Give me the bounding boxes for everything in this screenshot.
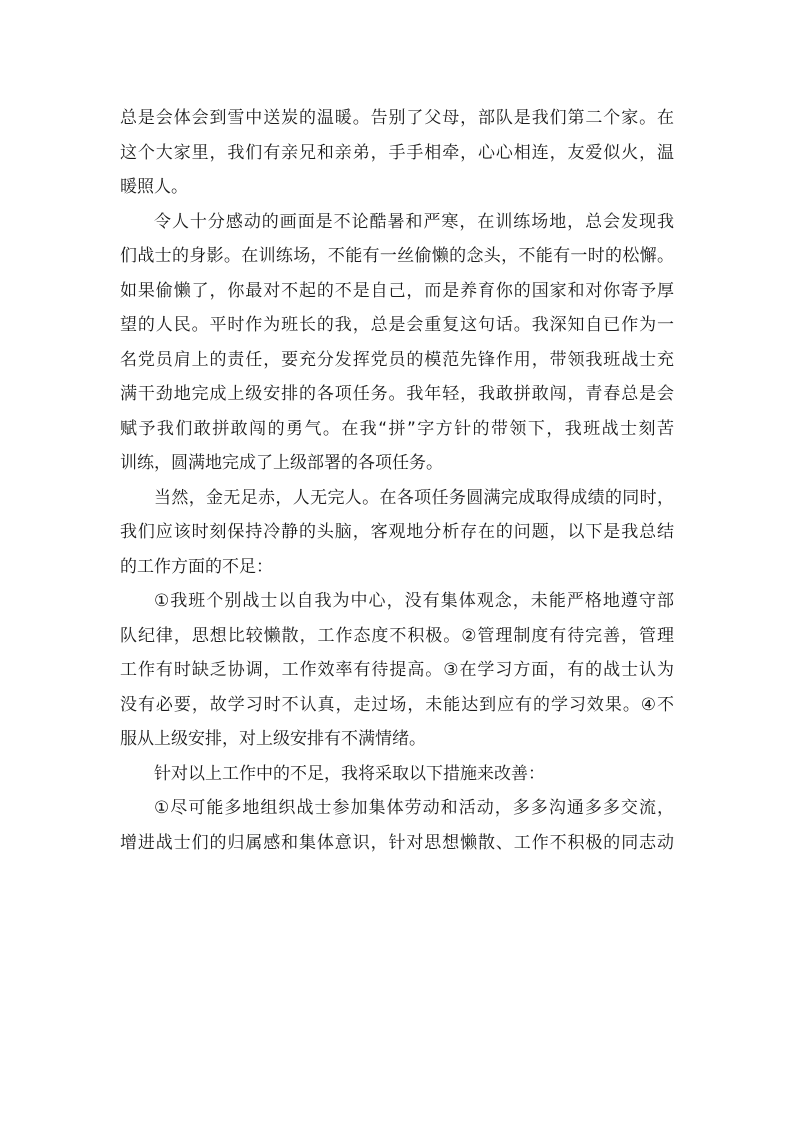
- text-line: 增进战士们的归属感和集体意识，针对思想懒散、工作不积极的同志动: [120, 832, 674, 853]
- text-line: 们战士的身影。在训练场，不能有一丝偷懒的念头，不能有一时的松懈。: [120, 246, 674, 266]
- text-line: 工作有时缺乏协调，工作效率有待提高。③在学习方面，有的战士认为: [120, 660, 674, 680]
- text-line: ①我班个别战士以自我为中心，没有集体观念，未能严格地遵守部: [154, 591, 674, 611]
- text-line: 赋予我们敢拼敢闯的勇气。在我“拼”字方针的带领下，我班战士刻苦: [120, 418, 674, 439]
- document-body: [120, 101, 674, 860]
- text-line: 服从上级安排，对上级安排有不满情绪。: [120, 729, 426, 749]
- text-line: 针对以上工作中的不足，我将采取以下措施来改善：: [154, 763, 545, 784]
- text-line: 训练，圆满地完成了上级部署的各项任务。: [120, 453, 443, 473]
- text-line: ①尽可能多地组织战士参加集体劳动和活动，多多沟通多多交流，: [154, 798, 674, 818]
- paragraph: [120, 757, 674, 792]
- text-line: 如果偷懒了，你最对不起的不是自己，而是养育你的国家和对你寄予厚: [120, 280, 674, 301]
- paragraph: [120, 584, 674, 757]
- text-line: 望的人民。平时作为班长的我，总是会重复这句话。我深知自已作为一: [120, 315, 674, 335]
- text-line: 暖照人。: [120, 177, 188, 197]
- paragraph: [120, 205, 674, 481]
- text-line: 没有必要，故学习时不认真，走过场，未能达到应有的学习效果。④不: [120, 694, 674, 715]
- text-line: 这个大家里，我们有亲兄和亲弟，手手相牵，心心相连，友爱似火，温: [120, 142, 674, 163]
- text-line: 队纪律，思想比较懒散，工作态度不积极。②管理制度有待完善，管理: [120, 625, 674, 646]
- text-line: 令人十分感动的画面是不论酷暑和严寒，在训练场地，总会发现我: [154, 211, 674, 232]
- paragraph: [120, 101, 674, 205]
- text-line: 我们应该时刻保持冷静的头脑，客观地分析存在的问题，以下是我总结: [120, 522, 674, 542]
- text-line: 总是会体会到雪中送炭的温暖。告别了父母，部队是我们第二个家。在: [120, 108, 674, 128]
- text-line: 的工作方面的不足：: [120, 556, 273, 577]
- text-line: 名党员肩上的责任，要充分发挥党员的模范先锋作用，带领我班战士充: [120, 349, 674, 370]
- paragraph: [120, 791, 674, 860]
- paragraph: [120, 481, 674, 585]
- text-line: 满干劲地完成上级安排的各项任务。我年轻，我敢拼敢闯，青春总是会: [120, 384, 674, 404]
- text-line: 当然，金无足赤，人无完人。在各项任务圆满完成取得成绩的同时，: [154, 487, 674, 508]
